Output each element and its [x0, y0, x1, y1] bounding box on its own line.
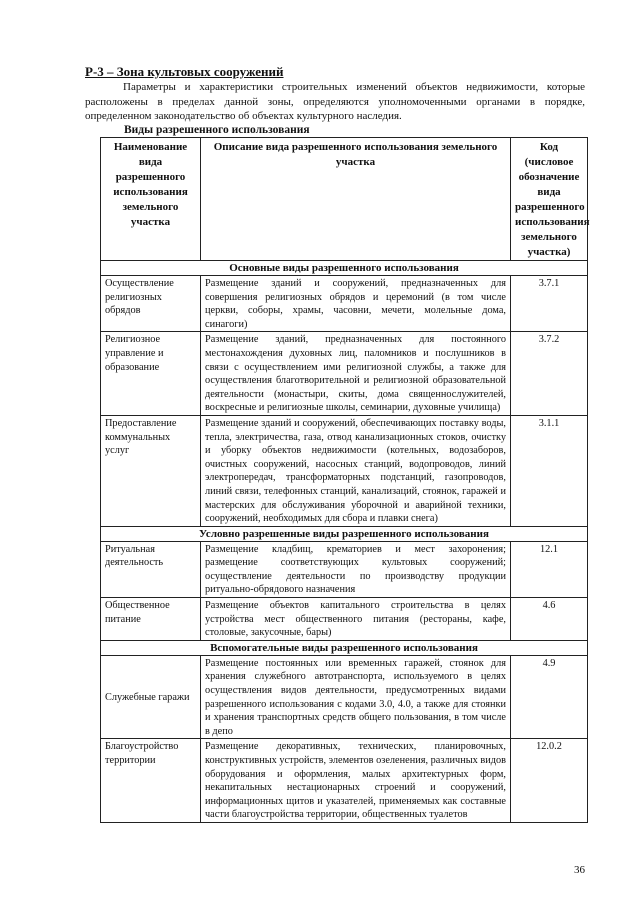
- use-name: Общественное питание: [101, 598, 201, 641]
- use-name: Благоустройство территории: [101, 739, 201, 823]
- use-name: Осуществление религиозных обрядов: [101, 276, 201, 332]
- table-row: [101, 655, 588, 739]
- use-code: 4.6: [511, 598, 588, 641]
- use-description: Размещение кладбищ, крематориев и мест захоронения; размещение соответствующих культовых сооружений; осуществление деятельности по производству продукции ритуально-обрядового назначения: [201, 541, 511, 597]
- table-row: [101, 415, 588, 526]
- page-number: 36: [574, 864, 585, 876]
- section-row: [101, 640, 588, 655]
- section-title: Условно разрешенные виды разрешенного использования: [101, 526, 588, 541]
- header-code: Код (числовое обозначение вида разрешенного использования земельного участка): [511, 138, 588, 261]
- table-row: [101, 332, 588, 416]
- header-name: Наименование вида разрешенного использования земельного участка: [101, 138, 201, 261]
- use-name: Религиозное управление и образование: [101, 332, 201, 416]
- zone-title: Р-3 – Зона культовых сооружений: [85, 64, 284, 79]
- table-header-row: [101, 138, 588, 261]
- use-name: Предоставление коммунальных услуг: [101, 415, 201, 526]
- use-description: Размещение зданий и сооружений, обеспечивающих поставку воды, тепла, электричества, газа, отвод канализационных стоков, очистку и уборку объектов недвижимости (котельных, водозаборов, очистных сооружений, насосных станций, водопроводов, линий электропередач, трансформаторных подстанций, газопроводов, линий связи, телефонных станций, канализаций, стоянок, гаражей и мастерских для обслуживания уборочной и аварийной техники, сооружений, необходимых для сбора и плавки снега): [201, 415, 511, 526]
- section-title: Вспомогательные виды разрешенного использования: [101, 640, 588, 655]
- use-description: Размещение постоянных или временных гаражей, стоянок для хранения служебного автотранспорта, используемого в целях осуществления видов деятельности, предусмотренных видами разрешенного использования с кодами 3.0, 4.0, а также для стоянки и хранения транспортных средств общего пользования, в том числе в депо: [201, 655, 511, 739]
- use-code: 3.7.1: [511, 276, 588, 332]
- header-description: Описание вида разрешенного использования земельного участка: [201, 138, 511, 261]
- table-row: [101, 541, 588, 597]
- section-row: [101, 526, 588, 541]
- table-row: [101, 276, 588, 332]
- use-description: Размещение объектов капитального строительства в целях устройства мест общественного питания (рестораны, кафе, столовые, закусочные, бары): [201, 598, 511, 641]
- section-title: Основные виды разрешенного использования: [101, 261, 588, 276]
- use-description: Размещение декоративных, технических, планировочных, конструктивных устройств, элементов озеленения, различных видов оборудования и оформления, малых архитектурных форм, некапитальных нестационарных строений и сооружений, информационных щитов и указателей, применяемых как составные части благоустройства территории, общественных туалетов: [201, 739, 511, 823]
- use-code: 12.0.2: [511, 739, 588, 823]
- section-row: [101, 261, 588, 276]
- intro-paragraph: Параметры и характеристики строительных изменений объектов недвижимости, которые расположены в пределах данной зоны, определяются уполномоченными органами в порядке, определенном законодательство об объектах культурного наследия.: [85, 81, 585, 122]
- permitted-use-table: [100, 137, 588, 823]
- table-row: [101, 739, 588, 823]
- use-description: Размещение зданий и сооружений, предназначенных для совершения религиозных обрядов и церемоний (в том числе церкви, соборы, храмы, часовни, мечети, молельные дома, синагоги): [201, 276, 511, 332]
- table-caption: Виды разрешенного использования: [124, 124, 310, 136]
- table-body: [101, 261, 588, 823]
- use-description: Размещение зданий, предназначенных для постоянного местонахождения духовных лиц, паломников и послушников в связи с осуществлением ими религиозной службы, а также для осуществления благотворительной и религиозной образовательной деятельности (монастыри, скиты, дома священнослужителей, воскресные и религиозные школы, семинарии, духовные училища): [201, 332, 511, 416]
- table-row: [101, 598, 588, 641]
- use-code: 3.7.2: [511, 332, 588, 416]
- use-name: Ритуальная деятельность: [101, 541, 201, 597]
- use-code: 4.9: [511, 655, 588, 739]
- use-code: 12.1: [511, 541, 588, 597]
- use-name: Служебные гаражи: [101, 655, 201, 739]
- use-code: 3.1.1: [511, 415, 588, 526]
